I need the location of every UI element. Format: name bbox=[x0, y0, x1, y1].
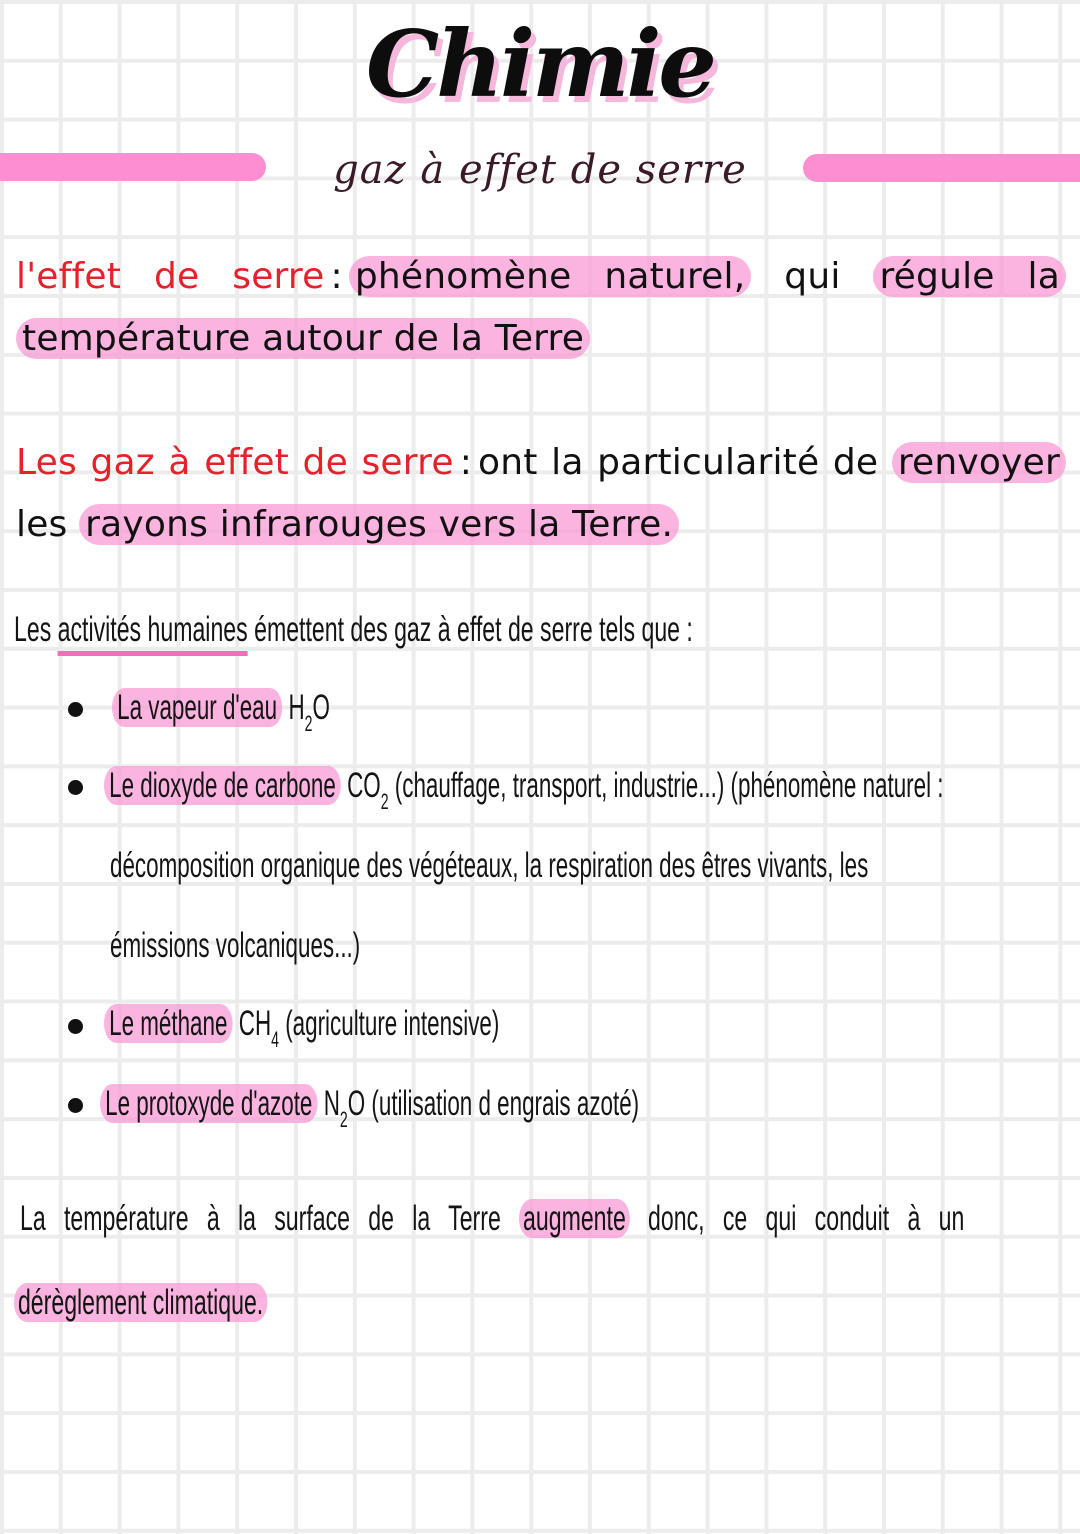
page-title: Chimie bbox=[366, 10, 714, 118]
formula-subscript: 2 bbox=[304, 711, 313, 736]
list-item-methane bbox=[104, 1000, 499, 1064]
intro-sentence bbox=[14, 606, 693, 654]
highlighted-text: régule la température autour de la Terre bbox=[16, 256, 1066, 359]
bullet-icon bbox=[68, 702, 83, 717]
definition-greenhouse-gases bbox=[16, 432, 1066, 556]
formula: O bbox=[312, 688, 330, 727]
intro-suffix: émettent des gaz à effet de serre tels que : bbox=[247, 610, 693, 649]
page-subtitle: gaz à effet de serre bbox=[333, 147, 747, 193]
highlighted-text: renvoyer bbox=[892, 442, 1066, 483]
list-item-water-vapor bbox=[112, 684, 330, 748]
gas-details: (chauffage, transport, industrie...) (phénomène naturel : bbox=[394, 766, 944, 805]
highlighted-text: phénomène naturel, bbox=[349, 256, 752, 297]
gas-details: (agriculture intensive) bbox=[285, 1004, 500, 1043]
list-item-carbon-dioxide-cont: émissions volcaniques...) bbox=[110, 926, 361, 965]
list-item-carbon-dioxide bbox=[104, 762, 944, 826]
definition-term: Les gaz à effet de serre bbox=[16, 442, 454, 483]
formula: CH bbox=[238, 1004, 272, 1043]
gas-name: La vapeur d'eau bbox=[112, 688, 282, 727]
formula-subscript: 4 bbox=[271, 1027, 279, 1052]
bullet-icon bbox=[68, 780, 83, 795]
formula: N bbox=[323, 1084, 340, 1123]
definition-separator: : bbox=[330, 256, 343, 297]
bullet-icon bbox=[68, 1098, 83, 1113]
gas-name: Le protoxyde d'azote bbox=[100, 1084, 318, 1123]
gas-details: (utilisation d engrais azoté) bbox=[371, 1084, 640, 1123]
bullet-icon bbox=[68, 1019, 83, 1034]
plain-text: les bbox=[16, 504, 80, 545]
plain-text: qui bbox=[751, 256, 874, 297]
highlighted-text: dérèglement climatique. bbox=[14, 1283, 267, 1322]
definition-greenhouse-effect bbox=[16, 246, 1066, 370]
definition-separator: : bbox=[459, 442, 473, 483]
gas-name: Le dioxyde de carbone bbox=[104, 766, 341, 805]
highlighted-text: augmente bbox=[519, 1199, 630, 1238]
formula: CO bbox=[347, 766, 381, 805]
formula-subscript: 2 bbox=[380, 789, 389, 814]
highlighted-text: rayons infrarouges vers la Terre. bbox=[79, 504, 679, 545]
intro-prefix: Les bbox=[14, 610, 58, 649]
gas-name: Le méthane bbox=[104, 1004, 233, 1043]
plain-text: donc, ce qui conduit à un bbox=[629, 1199, 965, 1238]
list-item-carbon-dioxide-cont: décomposition organique des végéteaux, la respiration des êtres vivants, les bbox=[110, 846, 869, 885]
conclusion-line-2 bbox=[14, 1278, 267, 1328]
conclusion-line-1 bbox=[20, 1194, 964, 1244]
formula: H bbox=[288, 688, 305, 727]
formula-subscript: 2 bbox=[339, 1107, 348, 1132]
definition-term: l'effet de serre bbox=[16, 256, 325, 297]
plain-text: ont la particularité de bbox=[478, 442, 892, 483]
formula: O bbox=[347, 1084, 366, 1123]
plain-text: La température à la surface de la Terre bbox=[20, 1199, 520, 1238]
underlined-text: activités humaines bbox=[58, 610, 248, 656]
list-item-nitrous-oxide bbox=[100, 1080, 639, 1144]
